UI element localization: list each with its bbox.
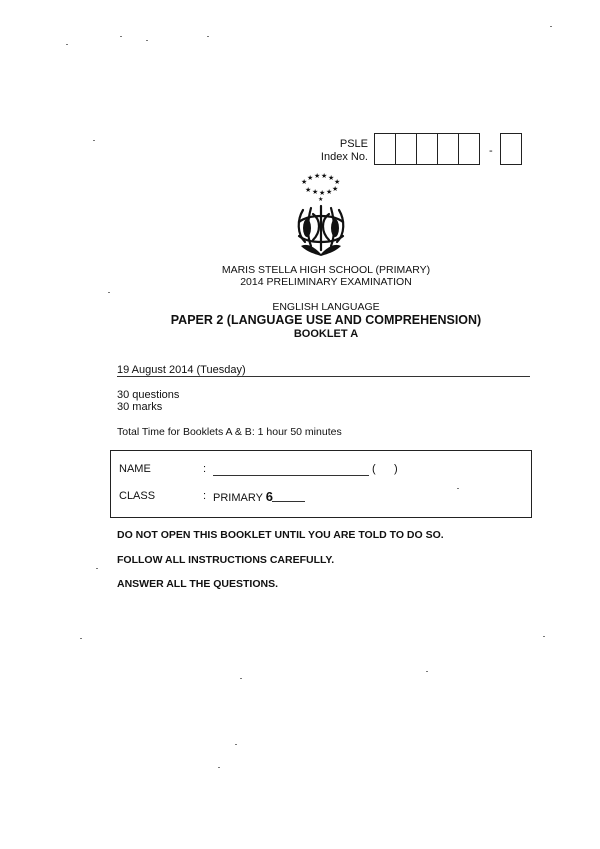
subject-title: ENGLISH LANGUAGE [272, 301, 380, 313]
svg-text:★: ★ [334, 178, 341, 186]
marks-count: 30 marks [117, 401, 163, 413]
name-label: NAME [119, 463, 151, 475]
index-digit-box[interactable] [417, 133, 438, 165]
school-name: MARIS STELLA HIGH SCHOOL (PRIMARY) [221, 264, 431, 276]
svg-text:★: ★ [326, 188, 333, 196]
scan-speck [108, 292, 110, 293]
total-time: Total Time for Booklets A & B: 1 hour 50 minutes [117, 426, 342, 438]
school-crest-icon [285, 170, 357, 256]
svg-text:★: ★ [312, 188, 319, 196]
scan-speck [66, 44, 68, 45]
index-separator: - [489, 145, 493, 157]
name-field[interactable] [213, 475, 369, 476]
candidate-info-box [110, 450, 532, 518]
register-number-field[interactable]: ( ) [372, 463, 398, 475]
svg-text:★: ★ [318, 196, 324, 203]
index-digit-box[interactable] [438, 133, 459, 165]
scan-speck [120, 36, 122, 37]
booklet-title: BOOKLET A [293, 328, 359, 340]
exam-title: 2014 PRELIMINARY EXAMINATION [240, 276, 412, 288]
scan-speck [240, 678, 242, 679]
class-label: CLASS [119, 490, 156, 502]
index-check-box[interactable] [500, 133, 522, 165]
index-digit-box[interactable] [396, 133, 417, 165]
index-digit-box[interactable] [459, 133, 480, 165]
psle-label: PSLE [339, 138, 368, 150]
scan-speck [457, 488, 459, 489]
scan-speck [146, 40, 148, 41]
psle-index-label [300, 138, 368, 164]
instruction-line: DO NOT OPEN THIS BOOKLET UNTIL YOU ARE TOLD TO DO SO. [117, 529, 444, 541]
svg-text:★: ★ [321, 172, 328, 180]
svg-text:★: ★ [328, 174, 335, 182]
class-value [213, 489, 273, 504]
exam-date: 19 August 2014 (Tuesday) [117, 364, 246, 376]
scan-speck [207, 36, 209, 37]
instruction-line: ANSWER ALL THE QUESTIONS. [117, 578, 279, 590]
scan-speck [426, 671, 428, 672]
index-number-boxes[interactable] [374, 133, 480, 165]
class-colon: : [203, 490, 207, 502]
date-underline [117, 376, 530, 377]
class-field[interactable] [272, 501, 305, 502]
index-no-label: Index No. [320, 151, 368, 163]
scan-speck [93, 140, 95, 141]
question-count: 30 questions [117, 389, 180, 401]
index-digit-box[interactable] [374, 133, 396, 165]
scan-speck [543, 636, 545, 637]
svg-text:★: ★ [307, 174, 314, 182]
paper-title: PAPER 2 (LANGUAGE USE AND COMPREHENSION) [170, 313, 482, 327]
svg-text:★: ★ [332, 185, 339, 193]
scan-speck [235, 744, 237, 745]
svg-text:★: ★ [301, 178, 308, 186]
instruction-line: FOLLOW ALL INSTRUCTIONS CAREFULLY. [117, 554, 335, 566]
scan-speck [550, 26, 552, 27]
svg-text:★: ★ [305, 186, 312, 194]
svg-text:★: ★ [314, 172, 321, 180]
svg-text:★: ★ [319, 189, 326, 197]
scan-speck [96, 568, 98, 569]
name-colon: : [203, 463, 207, 475]
scan-speck [218, 767, 220, 768]
scan-speck [80, 638, 82, 639]
class-prefix: PRIMARY [213, 492, 263, 504]
class-level: 6 [265, 489, 274, 504]
